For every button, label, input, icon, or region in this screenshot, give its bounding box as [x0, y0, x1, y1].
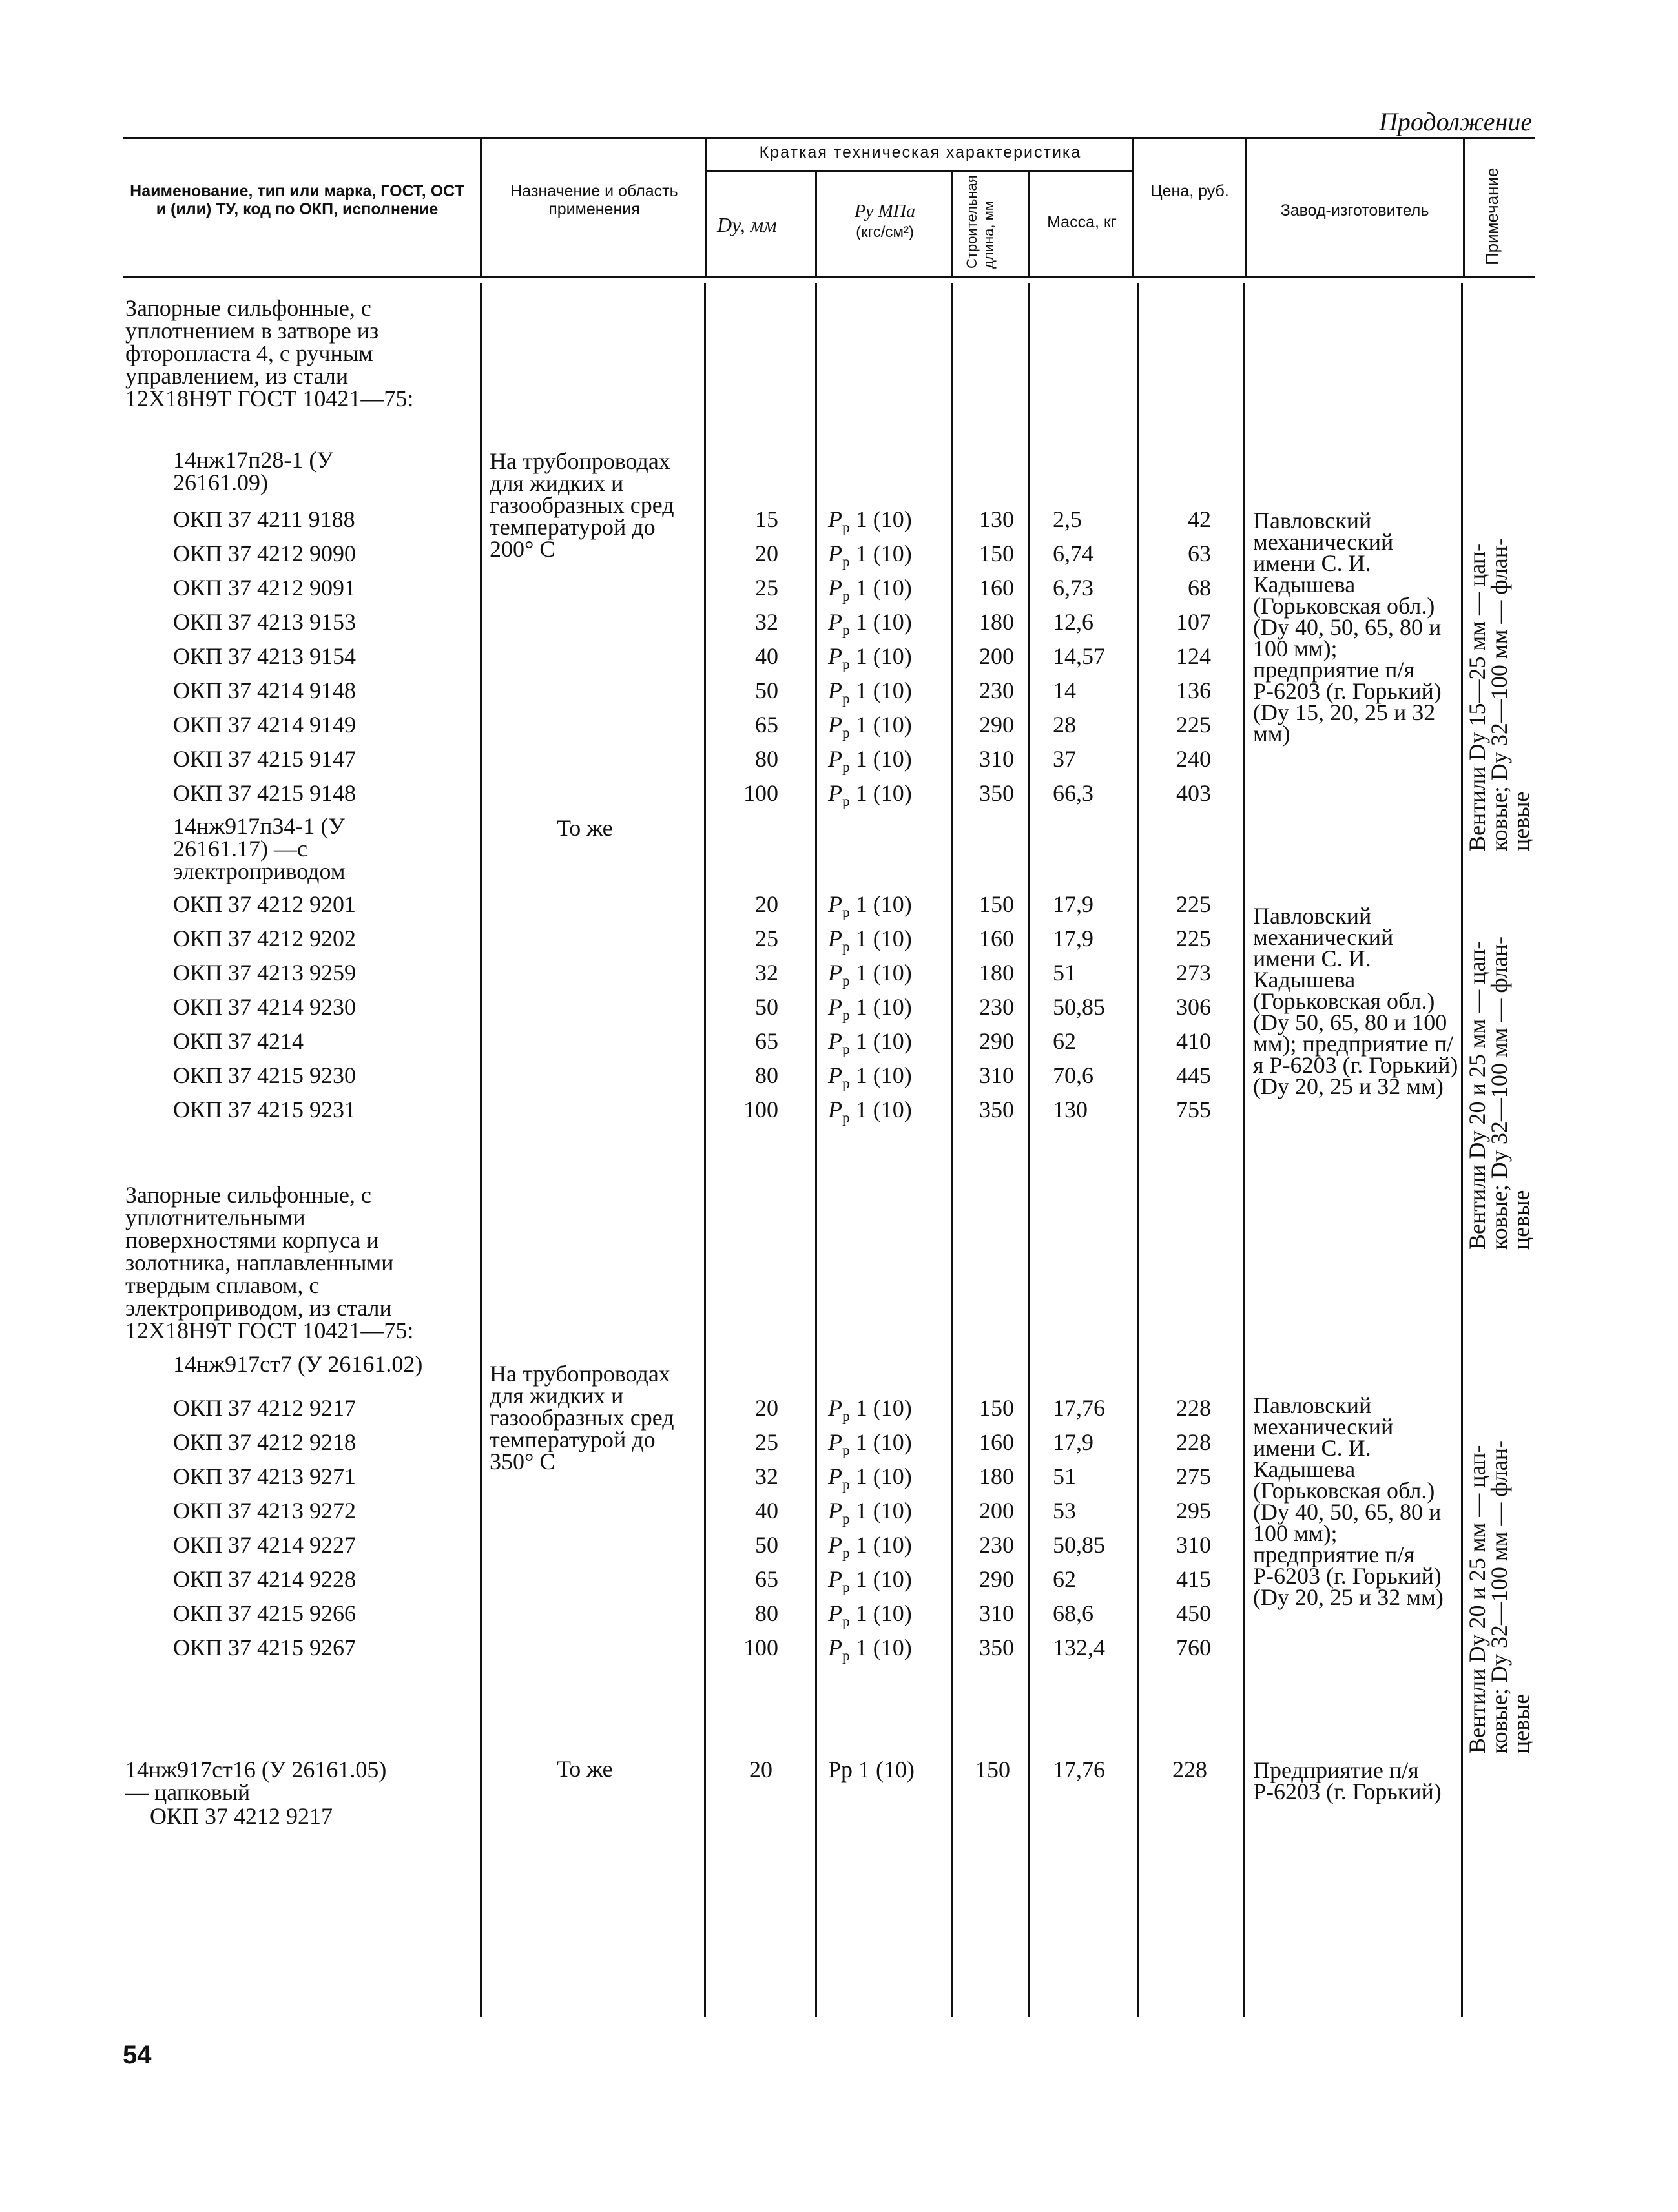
- tech-sub-rule: [707, 170, 1132, 172]
- section2-note-line1: Вентили Dу 20 и 25 мм — цап-: [1464, 941, 1490, 1250]
- section1-note-line3: цевые: [1508, 791, 1534, 851]
- cell-price: 124: [1176, 643, 1211, 669]
- header-py-unit: Pу МПа: [854, 202, 916, 222]
- header-dy: Dу, мм: [717, 213, 777, 236]
- cell-dy: 65: [755, 712, 778, 738]
- cell-length: 310: [979, 746, 1014, 772]
- cell-price: 107: [1176, 609, 1211, 635]
- cell-okp-code: ОКП 37 4215 9266: [173, 1600, 357, 1626]
- cell-dy: 100: [743, 780, 778, 806]
- section3-note-line3: цевые: [1508, 1693, 1534, 1753]
- header-purpose: Назначение и область применения: [510, 182, 678, 218]
- header-py-alt: (кгс/см²): [856, 223, 914, 241]
- cell-py: $P_р$ 1 (10): [828, 1600, 912, 1631]
- cell-price: 240: [1176, 746, 1211, 772]
- cell-py: $P_р$ 1 (10): [828, 609, 912, 639]
- section2-purpose: То же: [557, 815, 613, 841]
- cell-py: $P_р$ 1 (10): [828, 712, 912, 742]
- cell-mass: 17,76: [1053, 1395, 1105, 1421]
- cell-py: $P_р$ 1 (10): [828, 1429, 912, 1460]
- cell-length: 150: [979, 1395, 1014, 1421]
- section4-mass: 17,76: [1053, 1757, 1105, 1783]
- cell-length: 180: [979, 609, 1014, 635]
- cell-dy: 50: [755, 994, 778, 1020]
- cell-mass: 17,9: [1053, 1429, 1093, 1455]
- cell-length: 150: [979, 541, 1014, 566]
- section3-purpose: На трубопроводах для жидких и газообразных сред температурой до 350° С: [490, 1361, 674, 1474]
- cell-length: 290: [979, 712, 1014, 738]
- header-py: [823, 202, 946, 243]
- cell-mass: 6,74: [1053, 541, 1093, 566]
- cell-okp-code: ОКП 37 4212 9090: [173, 541, 357, 566]
- section1-model: 14нж17п28-1 (У 26161.09): [173, 447, 333, 495]
- cell-length: 180: [979, 960, 1014, 986]
- page-number: 54: [123, 2041, 152, 2069]
- cell-length: 310: [979, 1062, 1014, 1088]
- cell-length: 350: [979, 780, 1014, 806]
- cell-length: 130: [979, 506, 1014, 532]
- cell-price: 225: [1176, 891, 1211, 917]
- col-divider-2: [705, 137, 707, 276]
- section4-price: 228: [1172, 1757, 1207, 1783]
- cell-dy: 100: [743, 1097, 778, 1122]
- cell-length: 350: [979, 1635, 1014, 1660]
- cell-dy: 50: [755, 677, 778, 703]
- cell-py: $P_р$ 1 (10): [828, 541, 912, 571]
- body-divider-2: [704, 283, 706, 2017]
- section1-purpose: На трубопроводах для жидких и газообразных сред температурой до 200° С: [490, 448, 674, 562]
- header-length: Строительная длина, мм: [964, 175, 997, 269]
- cell-length: 230: [979, 1532, 1014, 1558]
- section2-note-line3: цевые: [1508, 1190, 1534, 1250]
- cell-okp-code: ОКП 37 4213 9259: [173, 960, 357, 986]
- cell-price: 228: [1176, 1395, 1211, 1421]
- cell-okp-code: ОКП 37 4214 9149: [173, 712, 357, 738]
- cell-okp-code: ОКП 37 4214: [173, 1028, 304, 1054]
- cell-okp-code: ОКП 37 4214 9230: [173, 994, 357, 1020]
- cell-length: 180: [979, 1463, 1014, 1489]
- section1-note-line2: ковые; Dу 32—100 мм — флан-: [1486, 537, 1512, 851]
- cell-py: $P_р$ 1 (10): [828, 1566, 912, 1597]
- cell-price: 445: [1176, 1062, 1211, 1088]
- section1-note-line1: Вентили Dу 15—25 мм — цап-: [1464, 543, 1490, 851]
- cell-mass: 53: [1053, 1498, 1076, 1524]
- body-divider-6: [1137, 283, 1139, 2017]
- body-divider-8: [1461, 283, 1463, 2017]
- cell-price: 68: [1188, 575, 1211, 601]
- cell-dy: 40: [755, 1498, 778, 1524]
- cell-dy: 20: [755, 891, 778, 917]
- cell-dy: 65: [755, 1566, 778, 1592]
- section2-model: 14нж917п34-1 (У 26161.17) —с электроприводом: [173, 813, 346, 884]
- header-bottom-rule: [123, 276, 1535, 278]
- body-divider-5: [1028, 283, 1030, 2017]
- cell-price: 310: [1176, 1532, 1211, 1558]
- cell-mass: 28: [1053, 712, 1076, 738]
- cell-py: $P_р$ 1 (10): [828, 1498, 912, 1528]
- section3-model: 14нж917ст7 (У 26161.02): [173, 1351, 423, 1377]
- col-divider-6: [1132, 137, 1134, 276]
- col-divider-4: [951, 170, 953, 276]
- cell-dy: 100: [743, 1635, 778, 1660]
- cell-price: 228: [1176, 1429, 1211, 1455]
- col-divider-1: [480, 137, 482, 276]
- cell-dy: 15: [755, 506, 778, 532]
- cell-py: $P_р$ 1 (10): [828, 575, 912, 605]
- cell-mass: 12,6: [1053, 609, 1093, 635]
- header-note: Примечание: [1482, 167, 1502, 265]
- cell-mass: 6,73: [1053, 575, 1093, 601]
- cell-okp-code: ОКП 37 4214 9228: [173, 1566, 357, 1592]
- section2-note: [1466, 936, 1532, 1250]
- cell-okp-code: ОКП 37 4215 9147: [173, 746, 357, 772]
- cell-price: 136: [1176, 677, 1211, 703]
- cell-length: 290: [979, 1028, 1014, 1054]
- cell-mass: 17,9: [1053, 891, 1093, 917]
- cell-length: 200: [979, 1498, 1014, 1524]
- cell-okp-code: ОКП 37 4213 9154: [173, 643, 357, 669]
- cell-okp-code: ОКП 37 4213 9271: [173, 1463, 357, 1489]
- cell-py: $P_р$ 1 (10): [828, 925, 912, 956]
- cell-okp-code: ОКП 37 4211 9188: [173, 506, 355, 532]
- cell-price: 415: [1176, 1566, 1211, 1592]
- section4-maker: Предприятие п/я Р-6203 (г. Горький): [1253, 1757, 1442, 1804]
- cell-length: 350: [979, 1097, 1014, 1122]
- header-mass: Масса, кг: [1047, 213, 1117, 231]
- cell-py: $P_р$ 1 (10): [828, 1395, 912, 1425]
- body-divider-1: [480, 283, 482, 2017]
- cell-mass: 62: [1053, 1566, 1076, 1592]
- cell-price: 306: [1176, 994, 1211, 1020]
- section3-maker: Павловский механический имени С. И. Кадышева (Горьковская обл.) (Dу 40, 50, 65, 80 и 100 мм); предприятие п/я Р-6203 (г. Горький) (Dу 20, 25 и 32 мм): [1253, 1392, 1444, 1610]
- body-divider-3: [815, 283, 817, 2017]
- section4-code: ОКП 37 4212 9217: [150, 1803, 333, 1829]
- header-maker: Завод-изготовитель: [1280, 202, 1429, 220]
- col-divider-5: [1028, 170, 1030, 276]
- cell-py: $P_р$ 1 (10): [828, 746, 912, 776]
- cell-py: $P_р$ 1 (10): [828, 1532, 912, 1562]
- cell-okp-code: ОКП 37 4213 9153: [173, 609, 357, 635]
- section2-maker: Павловский механический имени С. И. Кадышева (Горьковская обл.) (Dу 50, 65, 80 и 100 мм); предприятие п/я Р-6203 (г. Горький) (Dу 20, 25 и 32 мм): [1253, 903, 1458, 1099]
- cell-dy: 32: [755, 1463, 778, 1489]
- cell-dy: 32: [755, 960, 778, 986]
- cell-mass: 14: [1053, 677, 1076, 703]
- header-tech: Краткая техническая характеристика: [759, 143, 1082, 161]
- cell-py: $P_р$ 1 (10): [828, 643, 912, 674]
- cell-py: $P_р$ 1 (10): [828, 1062, 912, 1093]
- cell-py: $P_р$ 1 (10): [828, 1463, 912, 1494]
- cell-length: 290: [979, 1566, 1014, 1592]
- cell-length: 150: [979, 891, 1014, 917]
- cell-dy: 80: [755, 1062, 778, 1088]
- cell-okp-code: ОКП 37 4215 9267: [173, 1635, 357, 1660]
- cell-dy: 25: [755, 1429, 778, 1455]
- cell-dy: 80: [755, 746, 778, 772]
- cell-mass: 62: [1053, 1028, 1076, 1054]
- cell-okp-code: ОКП 37 4212 9217: [173, 1395, 357, 1421]
- section4-dy: 20: [749, 1757, 772, 1783]
- cell-dy: 40: [755, 643, 778, 669]
- cell-py: $P_р$ 1 (10): [828, 1097, 912, 1127]
- header-top-rule: [123, 137, 1535, 139]
- cell-mass: 50,85: [1053, 994, 1105, 1020]
- cell-okp-code: ОКП 37 4214 9227: [173, 1532, 357, 1558]
- section2-note-line2: ковые; Dу 32—100 мм — флан-: [1486, 936, 1512, 1250]
- cell-price: 403: [1176, 780, 1211, 806]
- cell-okp-code: ОКП 37 4215 9230: [173, 1062, 357, 1088]
- section3-note: [1466, 1440, 1532, 1753]
- cell-price: 295: [1176, 1498, 1211, 1524]
- cell-price: 450: [1176, 1600, 1211, 1626]
- cell-okp-code: ОКП 37 4212 9091: [173, 575, 357, 601]
- cell-dy: 20: [755, 541, 778, 566]
- cell-py: $P_р$ 1 (10): [828, 960, 912, 990]
- cell-okp-code: ОКП 37 4212 9201: [173, 891, 357, 917]
- cell-mass: 70,6: [1053, 1062, 1093, 1088]
- cell-py: $P_р$ 1 (10): [828, 994, 912, 1024]
- body-divider-7: [1243, 283, 1245, 2017]
- section1-maker: Павловский механический имени С. И. Кадышева (Горьковская обл.) (Dу 40, 50, 65, 80 и 100 мм); предприятие п/я Р-6203 (г. Горький) (Dу 15, 20, 25 и 32 мм): [1253, 508, 1442, 747]
- cell-dy: 65: [755, 1028, 778, 1054]
- cell-mass: 2,5: [1053, 506, 1082, 532]
- cell-dy: 80: [755, 1600, 778, 1626]
- body-divider-4: [951, 283, 953, 2017]
- cell-mass: 51: [1053, 1463, 1076, 1489]
- cell-mass: 50,85: [1053, 1532, 1105, 1558]
- cell-mass: 130: [1053, 1097, 1088, 1122]
- cell-price: 760: [1176, 1635, 1211, 1660]
- header-name: Наименование, тип или марка, ГОСТ, ОСТ и (или) ТУ, код по ОКП, исполнение: [130, 182, 464, 218]
- cell-price: 63: [1188, 541, 1211, 566]
- cell-mass: 66,3: [1053, 780, 1093, 806]
- cell-price: 273: [1176, 960, 1211, 986]
- cell-okp-code: ОКП 37 4212 9202: [173, 925, 357, 951]
- header-price: Цена, руб.: [1150, 182, 1229, 200]
- cell-price: 225: [1176, 925, 1211, 951]
- section4-model: 14нж917ст16 (У 26161.05) — цапковый: [125, 1757, 387, 1805]
- section3-title: Запорные сильфонные, с уплотнительными поверхностями корпуса и золотника, наплавленными твердым сплавом, с электроприводом, из стали 12Х18Н9Т ГОСТ 10421—75:: [125, 1182, 414, 1343]
- cell-okp-code: ОКП 37 4215 9231: [173, 1097, 357, 1122]
- section1-note: [1466, 538, 1532, 851]
- cell-mass: 14,57: [1053, 643, 1105, 669]
- cell-price: 275: [1176, 1463, 1211, 1489]
- col-divider-7: [1245, 137, 1247, 276]
- cell-length: 310: [979, 1600, 1014, 1626]
- cell-dy: 25: [755, 575, 778, 601]
- section3-note-line2: ковые; Dу 32—100 мм — флан-: [1486, 1440, 1512, 1753]
- cell-mass: 68,6: [1053, 1600, 1093, 1626]
- cell-py: $P_р$ 1 (10): [828, 780, 912, 811]
- cell-dy: 20: [755, 1395, 778, 1421]
- cell-okp-code: ОКП 37 4214 9148: [173, 677, 357, 703]
- section4-py: Pр 1 (10): [828, 1757, 915, 1783]
- cell-mass: 51: [1053, 960, 1076, 986]
- cell-py: $P_р$ 1 (10): [828, 1028, 912, 1059]
- cell-dy: 25: [755, 925, 778, 951]
- section4-purpose: То же: [557, 1756, 613, 1782]
- cell-length: 160: [979, 925, 1014, 951]
- col-divider-3: [815, 170, 817, 276]
- cell-dy: 32: [755, 609, 778, 635]
- section1-title: Запорные сильфонные, с уплотнением в затворе из фторопласта 4, с ручным управлением, из стали 12Х18Н9Т ГОСТ 10421—75:: [125, 295, 414, 411]
- cell-mass: 17,9: [1053, 925, 1093, 951]
- cell-py: $P_р$ 1 (10): [828, 506, 912, 537]
- cell-mass: 37: [1053, 746, 1076, 772]
- continuation-label: Продолжение: [1379, 107, 1533, 136]
- cell-length: 230: [979, 994, 1014, 1020]
- cell-mass: 132,4: [1053, 1635, 1105, 1660]
- cell-okp-code: ОКП 37 4212 9218: [173, 1429, 357, 1455]
- cell-py: $P_р$ 1 (10): [828, 1635, 912, 1665]
- cell-length: 160: [979, 575, 1014, 601]
- col-divider-8: [1463, 137, 1465, 276]
- cell-dy: 50: [755, 1532, 778, 1558]
- cell-price: 225: [1176, 712, 1211, 738]
- cell-py: $P_р$ 1 (10): [828, 677, 912, 708]
- section3-note-line1: Вентили Dу 20 и 25 мм — цап-: [1464, 1445, 1490, 1753]
- cell-py: $P_р$ 1 (10): [828, 891, 912, 922]
- cell-price: 755: [1176, 1097, 1211, 1122]
- cell-price: 42: [1188, 506, 1211, 532]
- cell-okp-code: ОКП 37 4213 9272: [173, 1498, 357, 1524]
- cell-price: 410: [1176, 1028, 1211, 1054]
- cell-length: 230: [979, 677, 1014, 703]
- cell-length: 160: [979, 1429, 1014, 1455]
- cell-length: 200: [979, 643, 1014, 669]
- cell-okp-code: ОКП 37 4215 9148: [173, 780, 357, 806]
- section4-length: 150: [975, 1757, 1010, 1783]
